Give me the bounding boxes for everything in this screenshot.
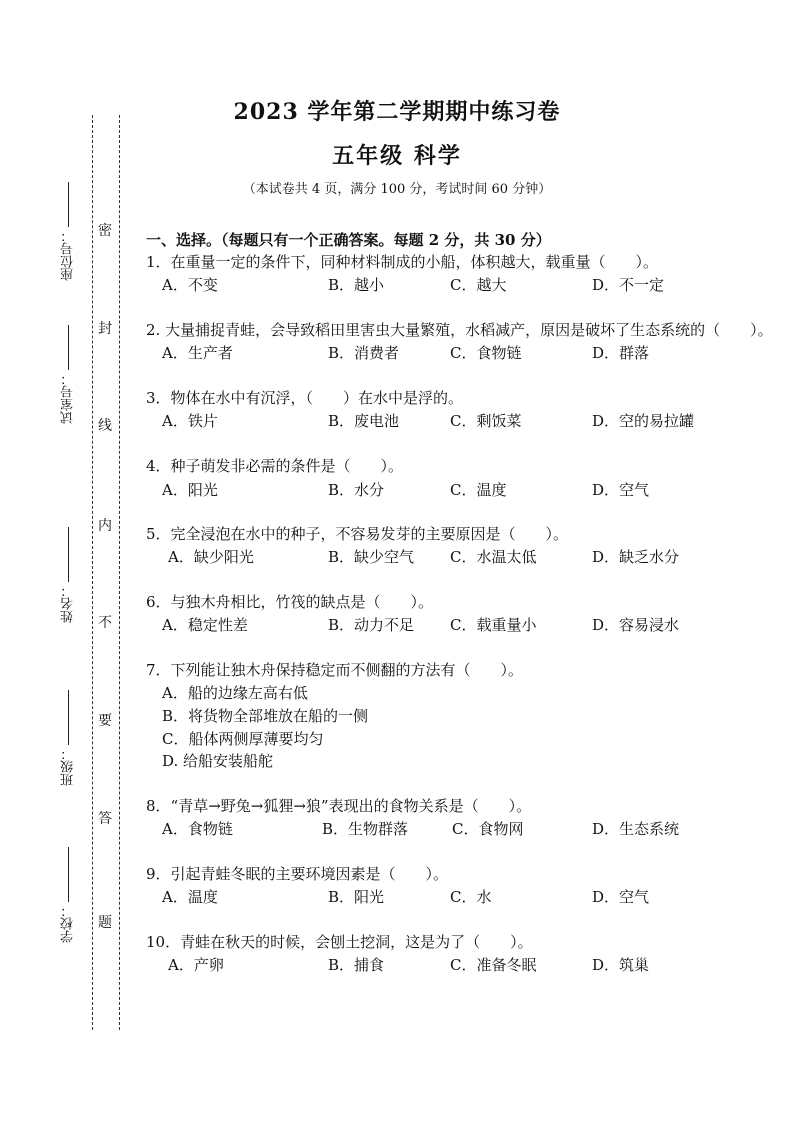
option-d[interactable]: D．群落	[592, 344, 650, 362]
option-b[interactable]: B．生物群落	[322, 820, 409, 838]
question-9: 9．引起青蛙冬眠的主要环境因素是（ ）。	[146, 865, 449, 883]
school-label: 学校：	[61, 904, 76, 943]
question-7: 7．下列能让独木舟保持稳定而不侧翻的方法有（ ）。	[146, 661, 524, 679]
option-a[interactable]: A．生产者	[162, 344, 233, 362]
option-a[interactable]: A．缺少阳光	[168, 548, 254, 566]
option-c[interactable]: C．水	[450, 888, 492, 906]
class-field[interactable]	[58, 688, 80, 786]
option-c[interactable]: C．食物网	[452, 820, 524, 838]
seal-char: 要	[98, 713, 112, 729]
seal-char: 封	[98, 321, 112, 337]
option-a[interactable]: A．食物链	[162, 820, 233, 838]
option-b[interactable]: B．阳光	[328, 888, 385, 906]
question-4: 4．种子萌发非必需的条件是（ ）。	[146, 457, 404, 475]
option-c[interactable]: C．准备冬眠	[450, 956, 537, 974]
school-field[interactable]	[58, 845, 80, 943]
question-10: 10．青蛙在秋天的时候，会刨土挖洞，这是为了（ ）。	[146, 933, 533, 951]
seat-number-label: 座位号：	[61, 229, 76, 281]
question-8: 8．“青草→野兔→狐狸→狼”表现出的食物关系是（ ）。	[146, 797, 532, 815]
option-d[interactable]: D．空的易拉罐	[592, 412, 695, 430]
class-line	[69, 690, 70, 745]
option-a[interactable]: A．产卵	[168, 956, 224, 974]
seal-char: 内	[98, 518, 112, 534]
option-a[interactable]: A．温度	[162, 888, 218, 906]
option-c[interactable]: C．温度	[450, 481, 507, 499]
seal-char: 线	[98, 418, 112, 434]
option-d[interactable]: D．容易浸水	[592, 616, 680, 634]
class-label: 班级：	[61, 747, 76, 786]
room-number-line	[69, 325, 70, 370]
question-1: 1．在重量一定的条件下，同种材料制成的小船，体积越大，载重量（ ）。	[146, 253, 659, 271]
option-a[interactable]: A．稳定性差	[162, 616, 248, 634]
option-d[interactable]: D．生态系统	[592, 820, 680, 838]
option-a[interactable]: A．船的边缘左高右低	[162, 684, 308, 702]
question-3: 3．物体在水中有沉浮，（ ）在水中是浮的。	[146, 389, 464, 407]
option-d[interactable]: D．不一定	[592, 276, 665, 294]
option-c[interactable]: C．越大	[450, 276, 507, 294]
school-line	[69, 847, 70, 902]
option-d[interactable]: D．筑巢	[592, 956, 650, 974]
option-c[interactable]: C．水温太低	[450, 548, 537, 566]
option-d[interactable]: D．空气	[592, 888, 650, 906]
seal-char: 答	[98, 811, 112, 827]
option-c[interactable]: C．食物链	[450, 344, 522, 362]
option-b[interactable]: B．捕食	[328, 956, 385, 974]
name-line	[69, 527, 70, 582]
seal-char: 密	[98, 223, 112, 239]
option-a[interactable]: A．阳光	[162, 481, 218, 499]
option-b[interactable]: B．缺少空气	[328, 548, 415, 566]
option-c[interactable]: C．载重量小	[450, 616, 537, 634]
room-number-field[interactable]	[58, 323, 80, 424]
question-6: 6．与独木舟相比，竹筏的缺点是（ ）。	[146, 593, 434, 611]
option-b[interactable]: B．水分	[328, 481, 385, 499]
option-a[interactable]: A．铁片	[162, 412, 218, 430]
name-field[interactable]	[58, 525, 80, 623]
option-c[interactable]: C．剩饭菜	[450, 412, 522, 430]
exam-subtitle: 五年级 科学	[332, 143, 462, 169]
room-number-label: 试室号：	[61, 372, 76, 424]
section-heading: 一、选择。（每题只有一个正确答案。每题 2 分，共 30 分）	[146, 231, 551, 249]
exam-note: （本试卷共 4 页，满分 100 分，考试时间 60 分钟）	[242, 182, 552, 197]
option-d[interactable]: D．空气	[592, 481, 650, 499]
seat-number-field[interactable]	[58, 180, 80, 281]
seat-number-line	[69, 182, 70, 227]
option-b[interactable]: B．消费者	[328, 344, 400, 362]
question-2: 2. 大量捕捉青蛙，会导致稻田里害虫大量繁殖，水稻减产，原因是破坏了生态系统的（ ）。	[146, 321, 773, 339]
binding-line-inner	[119, 115, 120, 1030]
option-b[interactable]: B．越小	[328, 276, 385, 294]
binding-line-outer	[92, 115, 93, 1030]
option-c[interactable]: C．船体两侧厚薄要均匀	[162, 730, 324, 748]
option-d[interactable]: D．缺乏水分	[592, 548, 680, 566]
seal-char: 题	[98, 915, 112, 931]
name-label: 姓名：	[61, 584, 76, 623]
option-b[interactable]: B．将货物全部堆放在船的一侧	[162, 707, 369, 725]
option-d[interactable]: D. 给船安装船舵	[162, 752, 274, 770]
option-b[interactable]: B．废电池	[328, 412, 400, 430]
question-5: 5．完全浸泡在水中的种子，不容易发芽的主要原因是（ ）。	[146, 525, 569, 543]
option-b[interactable]: B．动力不足	[328, 616, 415, 634]
seal-char: 不	[98, 615, 112, 631]
option-a[interactable]: A．不变	[162, 276, 218, 294]
exam-title: 2023 学年第二学期期中练习卷	[233, 99, 561, 125]
